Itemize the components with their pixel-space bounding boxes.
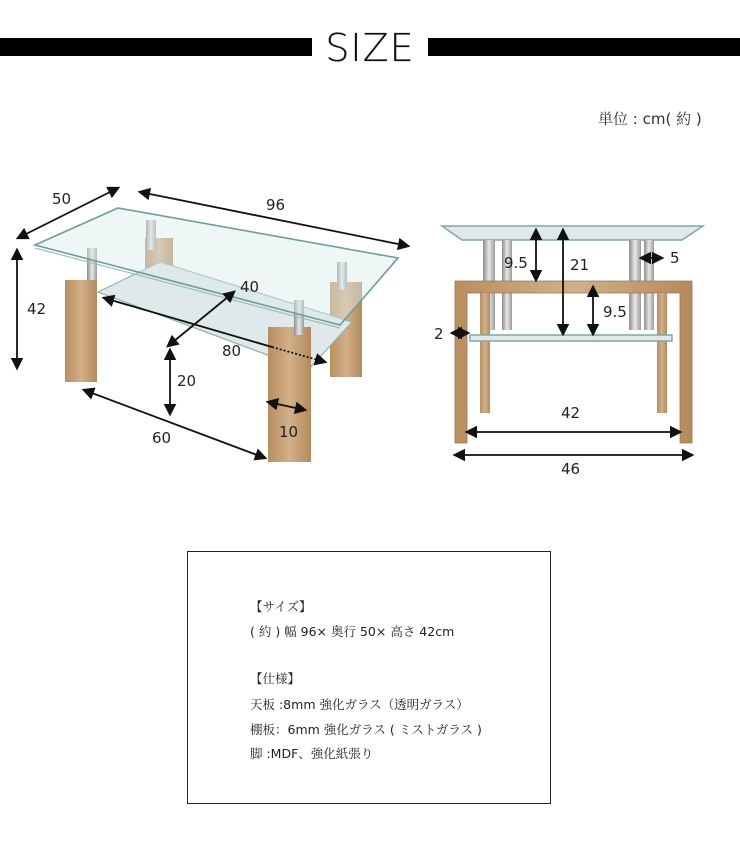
dim-shelf-gap: 9.5 <box>603 303 627 321</box>
spec-shelf-board: 棚板：6mm 強化ガラス ( ミストガラス ) <box>250 722 482 737</box>
dim-shelf-width: 80 <box>222 342 242 360</box>
dim-outer-width: 46 <box>561 460 581 478</box>
side-shelf-glass <box>470 335 672 341</box>
front-right-leg <box>268 327 311 462</box>
dim-height: 42 <box>27 300 47 318</box>
dim-leg-width: 10 <box>279 423 299 441</box>
dim-top-gap: 9.5 <box>504 254 528 272</box>
dim-width: 96 <box>266 196 286 214</box>
front-left-leg <box>65 280 97 382</box>
page-title: SIZE <box>325 26 415 70</box>
dim-bottom-depth: 60 <box>152 429 172 447</box>
dim-inner-width: 42 <box>561 404 581 422</box>
side-top-glass <box>442 226 703 240</box>
table-side-view <box>434 226 703 478</box>
dim-post-offset: 5 <box>670 249 680 267</box>
dim-inner-height: 21 <box>570 256 590 274</box>
spec-top-board: 天板 :8mm 強化ガラス（透明ガラス） <box>250 697 469 712</box>
spec-legs: 脚 :MDF、強化紙張り <box>250 746 374 761</box>
spec-heading: 【仕様】 <box>250 671 301 686</box>
dim-shelf-height: 20 <box>177 372 197 390</box>
dim-depth: 50 <box>52 190 72 208</box>
size-heading: 【サイズ】 <box>250 599 312 614</box>
spec-box <box>187 551 551 804</box>
size-text: ( 約 ) 幅 96× 奥行 50× 高さ 42cm <box>250 624 455 639</box>
dim-shelf-depth: 40 <box>240 278 260 296</box>
table-perspective <box>17 188 408 462</box>
dim-shelf-thick: 2 <box>434 325 444 343</box>
unit-label: 単位 : cm( 約 ) <box>598 110 702 128</box>
